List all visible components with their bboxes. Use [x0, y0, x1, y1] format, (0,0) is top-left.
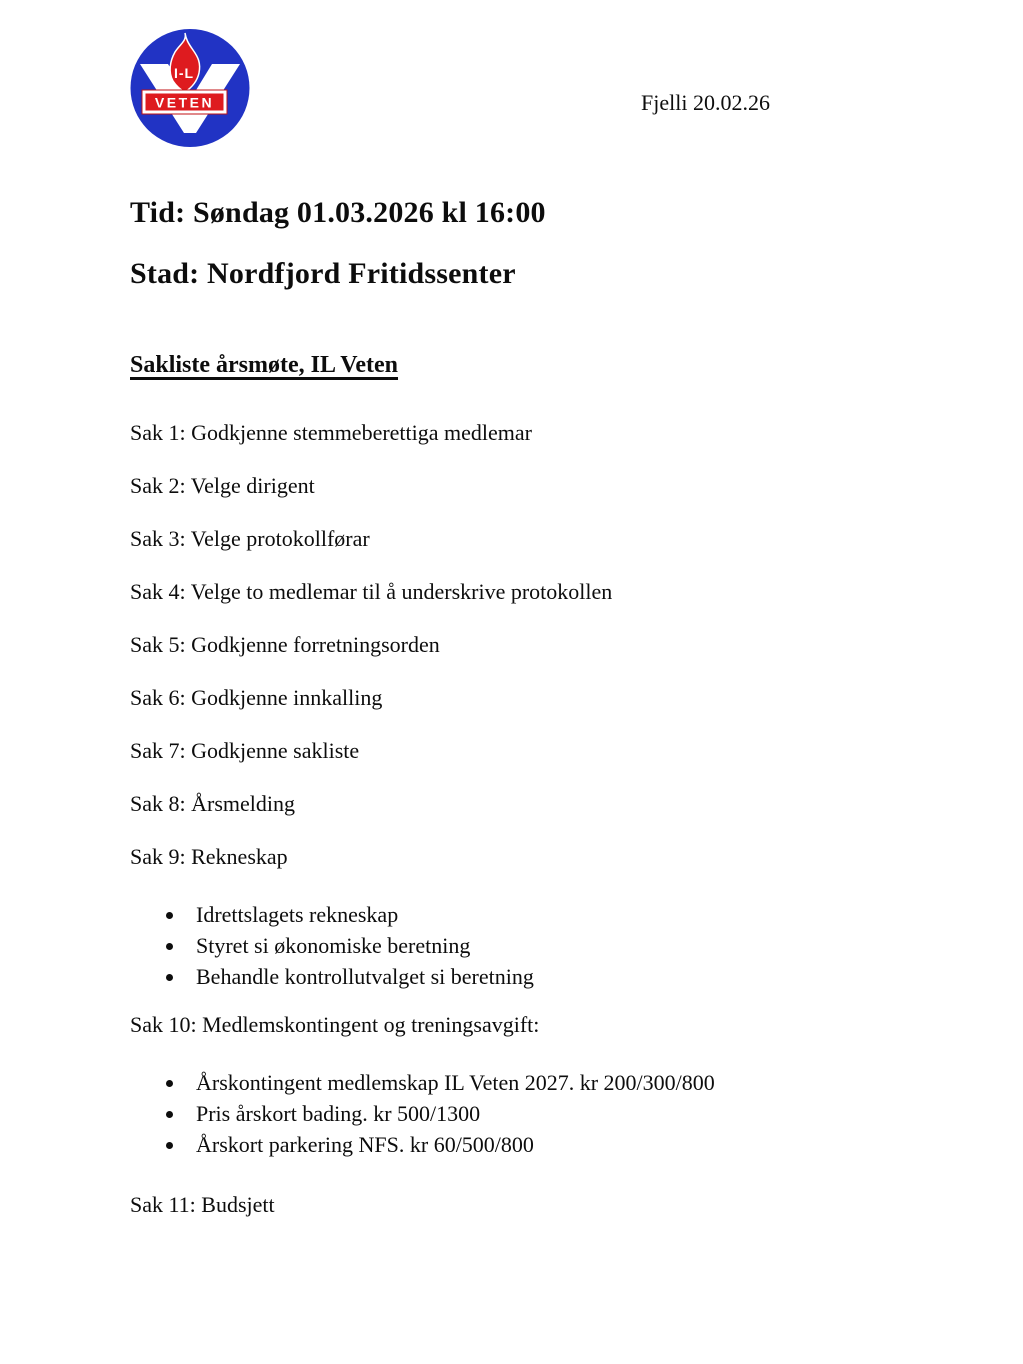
sak9-bullet-3: Behandle kontrollutvalget si beretning: [166, 961, 920, 992]
sak9-bullet-list: [130, 899, 920, 992]
meeting-place-line: Stad: Nordfjord Fritidssenter: [130, 257, 516, 290]
sak9-bullet-1: Idrettslagets rekneskap: [166, 899, 920, 930]
agenda-item-7: Sak 7: Godkjenne sakliste: [130, 738, 360, 763]
agenda-item-2: Sak 2: Velge dirigent: [130, 473, 315, 498]
agenda-item-5: Sak 5: Godkjenne forretningsorden: [130, 632, 440, 657]
logo-initials-text: I-L: [173, 65, 195, 81]
agenda-item-1: Sak 1: Godkjenne stemmeberettiga medlemar: [130, 420, 532, 445]
sak10-bullet-list: [130, 1067, 920, 1160]
date-note: Fjelli 20.02.26: [641, 90, 770, 115]
sak10-bullet-2: Pris årskort bading. kr 500/1300: [166, 1098, 920, 1129]
agenda-title: Sakliste årsmøte, IL Veten: [130, 352, 399, 378]
sak10-bullet-3: Årskort parkering NFS. kr 60/500/800: [166, 1129, 920, 1160]
sak10-bullet-1: Årskontingent medlemskap IL Veten 2027. kr 200/300/800: [166, 1067, 920, 1098]
agenda-item-4: Sak 4: Velge to medlemar til å underskrive protokollen: [130, 579, 613, 604]
meeting-title-block: [130, 182, 910, 304]
club-logo: [130, 28, 250, 148]
agenda-item-9: Sak 9: Rekneskap: [130, 844, 288, 869]
agenda-item-3: Sak 3: Velge protokollførar: [130, 526, 370, 551]
logo-banner-text: VETEN: [154, 94, 215, 111]
sak9-bullet-2: Styret si økonomiske beretning: [166, 930, 920, 961]
club-logo-graphic: [130, 28, 250, 148]
agenda-list: [130, 406, 920, 1231]
agenda-item-10: Sak 10: Medlemskontingent og treningsavgift:: [130, 1012, 540, 1037]
agenda-item-8: Sak 8: Årsmelding: [130, 791, 295, 816]
agenda-item-6: Sak 6: Godkjenne innkalling: [130, 685, 383, 710]
meeting-time-line: Tid: Søndag 01.03.2026 kl 16:00: [130, 196, 546, 229]
agenda-item-11: Sak 11: Budsjett: [130, 1192, 275, 1217]
